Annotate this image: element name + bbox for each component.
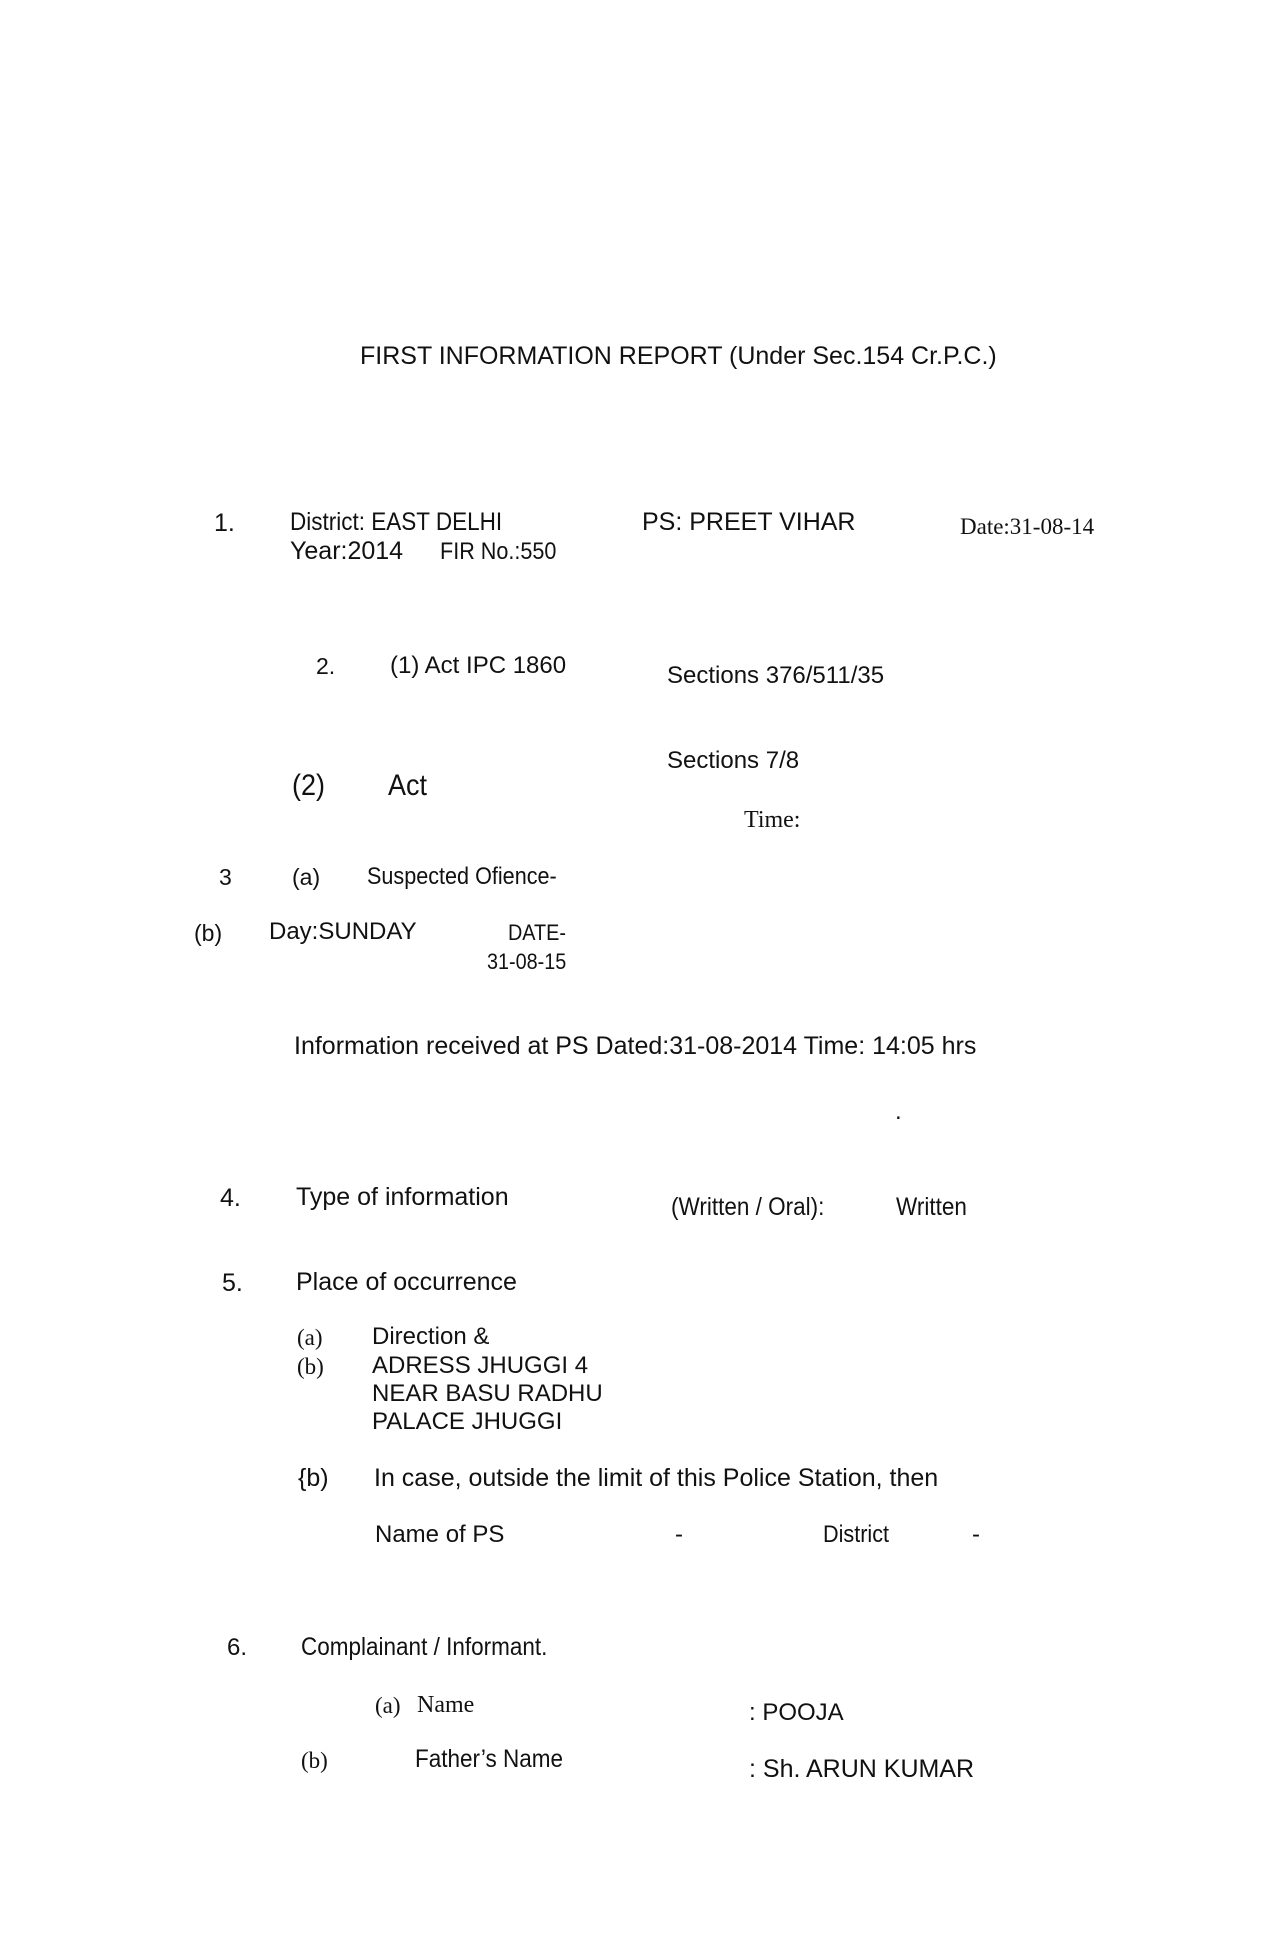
item-2-number: 2.	[316, 653, 336, 679]
item-5b-label: (b)	[297, 1354, 324, 1379]
father-name-value: : Sh. ARUN KUMAR	[749, 1755, 975, 1783]
item-5-outside-label: {b)	[298, 1464, 329, 1492]
information-type-label: (Written / Oral):	[671, 1193, 825, 1221]
suspected-offence-field: Suspected Ofience-	[367, 863, 557, 890]
address-line-2: ADRESS JHUGGI 4	[372, 1352, 589, 1379]
sections-1-field: Sections 376/511/35	[667, 662, 885, 689]
information-received-line: Information received at PS Dated:31-08-2014 Time: 14:05 hrs	[294, 1032, 977, 1060]
type-of-information-label: Type of information	[296, 1183, 509, 1211]
act-2-label: Act	[388, 769, 428, 802]
date-label: DATE-	[508, 920, 566, 945]
time-label: Time:	[744, 807, 801, 833]
item-6b-label: (b)	[301, 1748, 328, 1773]
complainant-name-label: Name	[417, 1692, 475, 1718]
father-name-label: Father’s Name	[415, 1745, 563, 1773]
name-of-ps-label: Name of PS	[375, 1521, 505, 1548]
police-station-field: PS: PREET VIHAR	[642, 508, 856, 536]
sections-2-field: Sections 7/8	[667, 747, 800, 774]
item-6-number: 6.	[227, 1634, 248, 1661]
item-5-number: 5.	[222, 1269, 243, 1297]
fir-number-field: FIR No.:550	[440, 538, 557, 565]
date-value: 31-08-15	[487, 949, 567, 974]
complainant-label: Complainant / Informant.	[301, 1633, 548, 1661]
address-line-3: NEAR BASU RADHU	[372, 1380, 603, 1407]
outside-district-label: District	[823, 1521, 889, 1548]
act-1-field: (1) Act IPC 1860	[390, 652, 567, 679]
place-of-occurrence-label: Place of occurrence	[296, 1268, 517, 1296]
item-6a-label: (a)	[375, 1693, 401, 1718]
name-of-ps-value: -	[675, 1521, 683, 1548]
item-3a-label: (a)	[292, 864, 321, 890]
item-3-number: 3	[219, 864, 232, 890]
report-title: FIRST INFORMATION REPORT (Under Sec.154 Cr.P.C.)	[360, 342, 997, 370]
item-3b-label: (b)	[194, 920, 223, 946]
address-line-1: Direction &	[372, 1323, 490, 1350]
report-date-field: Date:31-08-14	[960, 514, 1095, 539]
item-1-number: 1.	[214, 509, 235, 537]
outside-limit-text: In case, outside the limit of this Police Station, then	[374, 1464, 939, 1492]
outside-district-value: -	[972, 1521, 980, 1548]
act-2-number: (2)	[292, 769, 326, 802]
district-field: District: EAST DELHI	[290, 508, 503, 536]
year-field: Year:2014	[290, 537, 404, 565]
day-field: Day:SUNDAY	[269, 918, 417, 945]
information-type-value: Written	[896, 1193, 967, 1221]
address-line-4: PALACE JHUGGI	[372, 1408, 563, 1435]
item-5a-label: (a)	[297, 1325, 323, 1350]
complainant-name-value: : POOJA	[749, 1699, 844, 1726]
item-4-number: 4.	[220, 1184, 241, 1212]
separator-dot: .	[895, 1098, 902, 1125]
